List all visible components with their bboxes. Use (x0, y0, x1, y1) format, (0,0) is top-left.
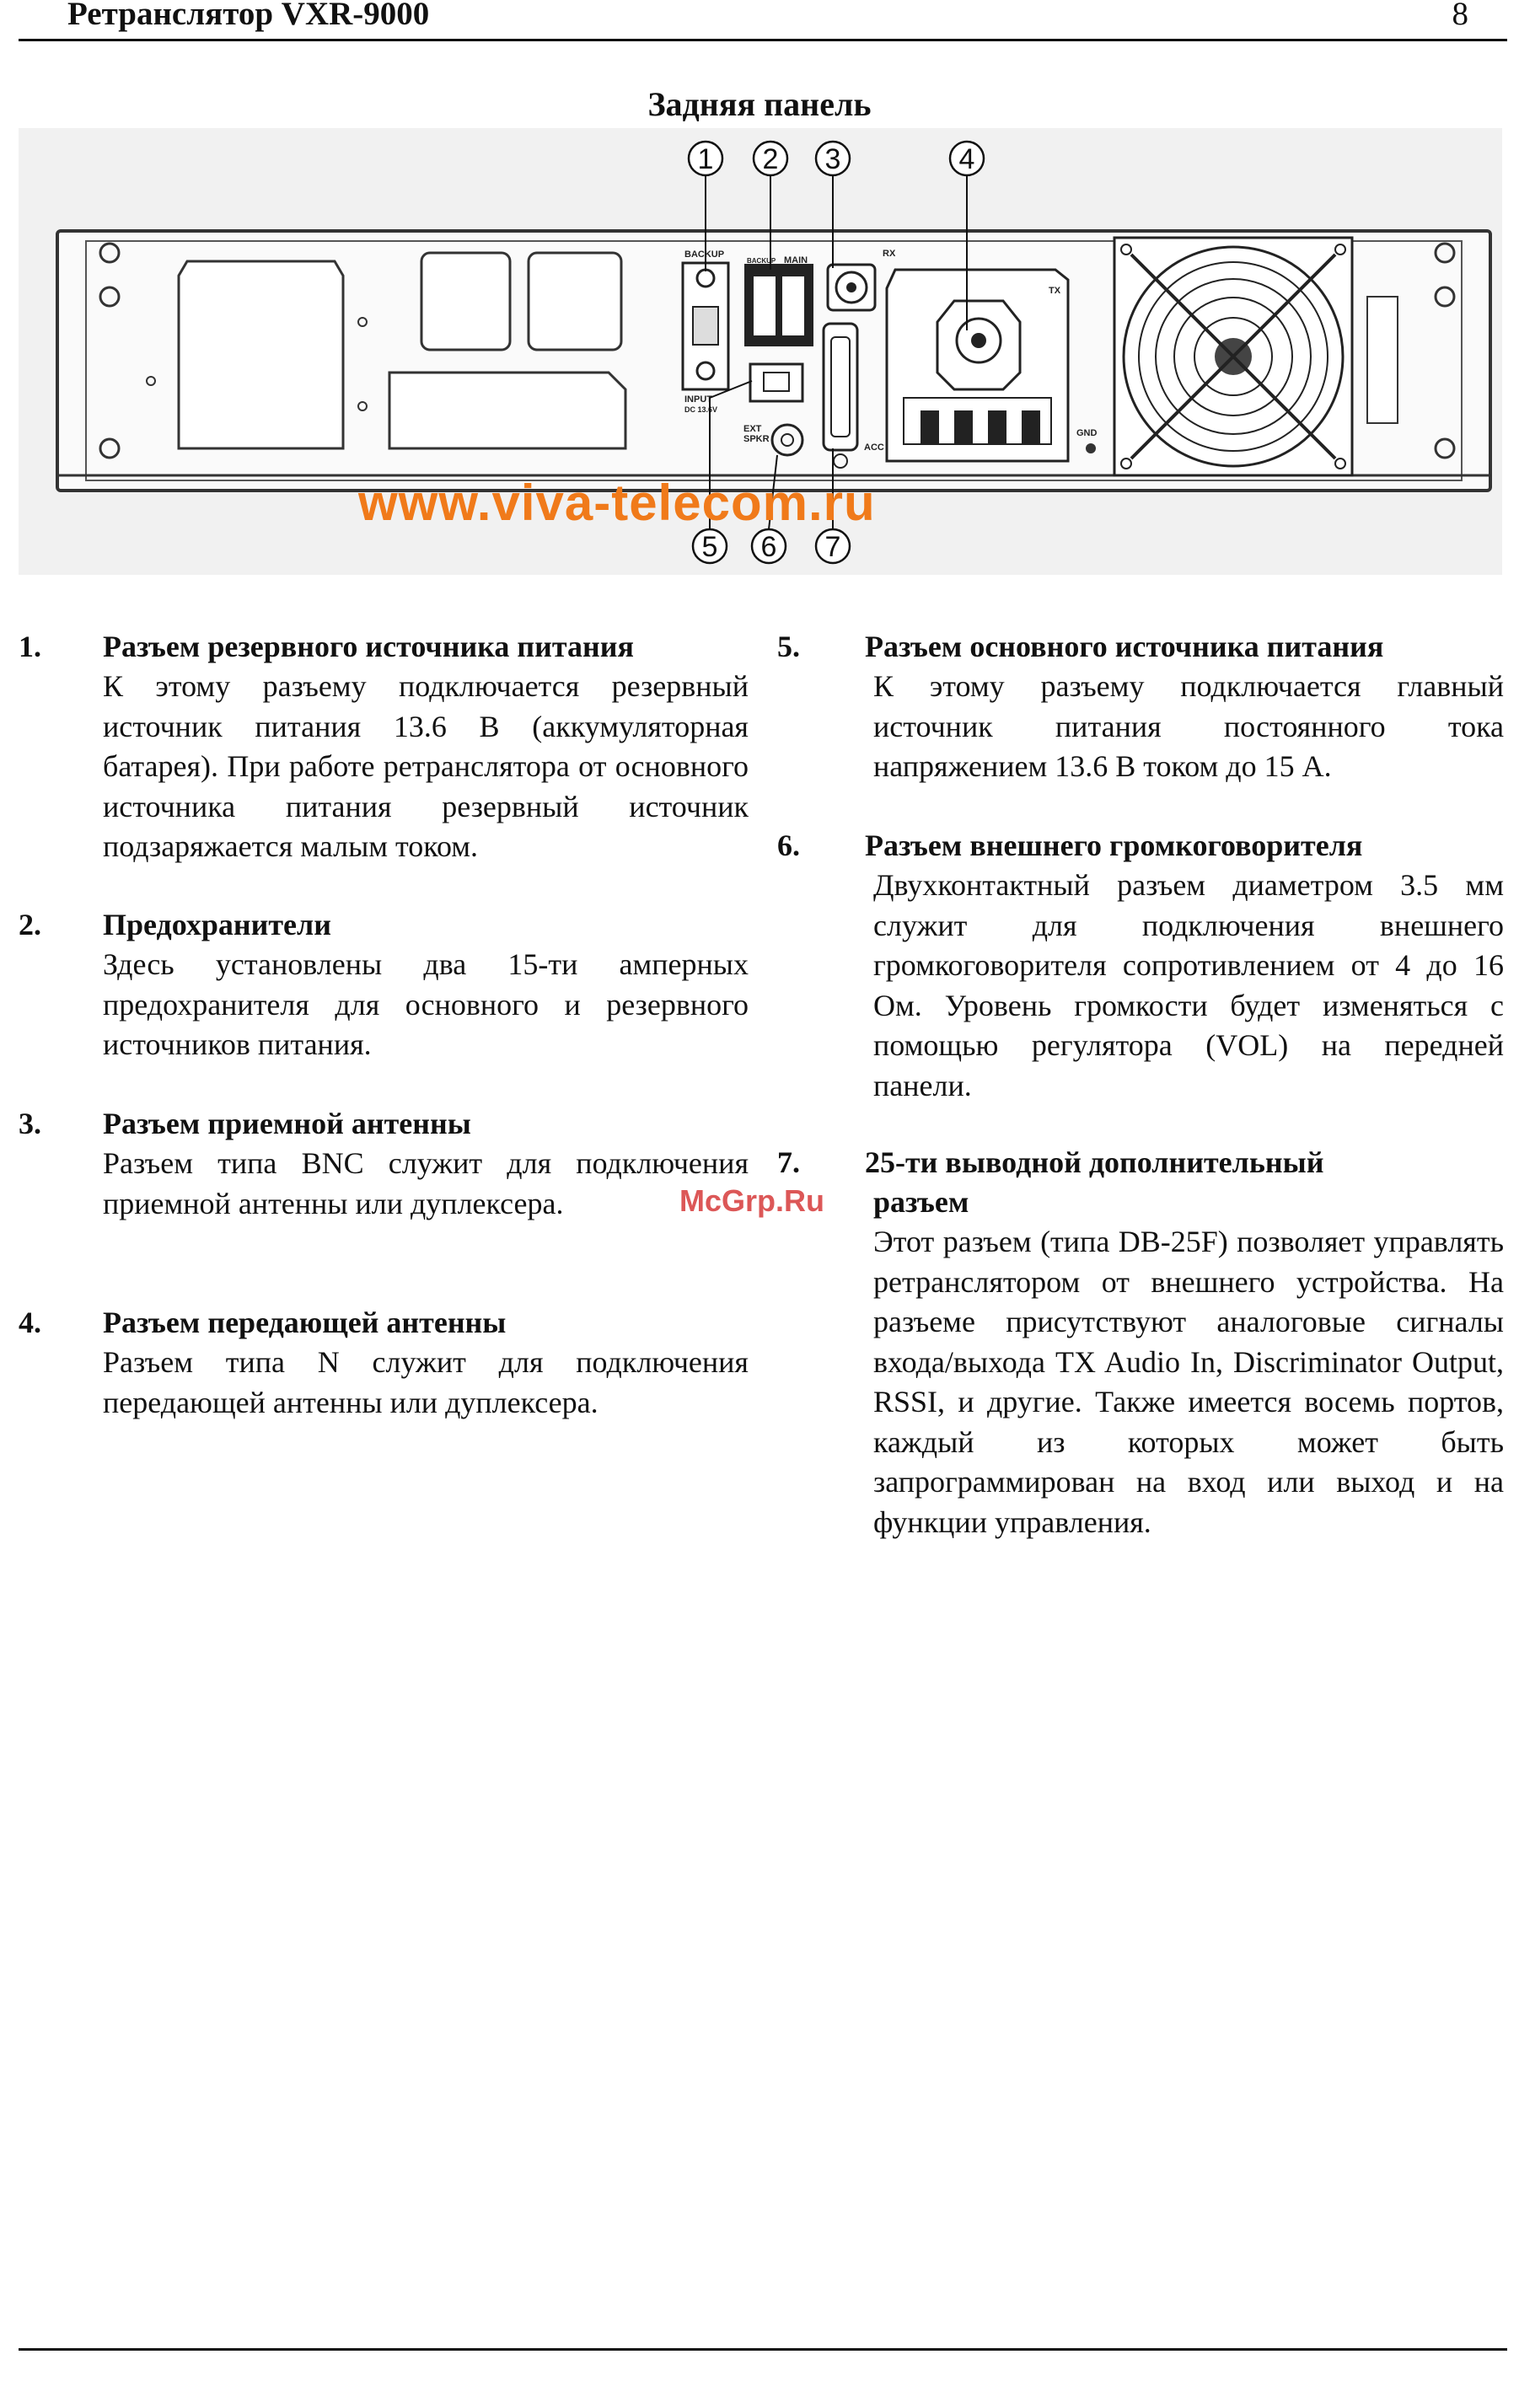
label-ext: EXT (743, 424, 762, 434)
label-main: MAIN (784, 255, 808, 265)
callout-5 (693, 529, 727, 563)
item-heading: 25-ти выводной дополнительный (865, 1145, 1324, 1179)
label-spkr: SPKR (743, 434, 770, 444)
item-number: 1. (19, 630, 41, 663)
item-number: 3. (19, 1107, 41, 1140)
item-heading: Разъем резервного источника питания (103, 630, 634, 663)
item-5 (777, 627, 1504, 783)
item-number: 7. (777, 1145, 800, 1179)
label-gnd: GND (1076, 428, 1098, 438)
item-3 (19, 1104, 749, 1231)
item-number: 6. (777, 829, 800, 862)
watermark-mcgrp: McGrp.Ru (679, 1183, 825, 1218)
item-heading: Разъем основного источника питания (865, 630, 1384, 663)
label-input: INPUT (684, 394, 712, 405)
label-acc: ACC (864, 442, 884, 453)
page-header (19, 0, 1507, 41)
document-title: Ретранслятор VXR-9000 (67, 0, 430, 32)
svg-text:3: 3 (824, 143, 841, 175)
item-heading-continued: разъем (873, 1185, 969, 1219)
label-backup-small: BACKUP (747, 257, 776, 265)
svg-text:5: 5 (701, 531, 718, 563)
item-heading: Разъем приемной антенны (103, 1107, 471, 1140)
section-title: Задняя панель (647, 85, 872, 123)
item-number: 2. (19, 908, 41, 941)
svg-text:1: 1 (697, 143, 714, 175)
svg-text:7: 7 (824, 531, 841, 563)
item-body: Двухконтактный разъем диаметром 3.5 мм служит для подключения внешнего громкоговорителя сопротивлением от 4 до 16 Ом. Уровень громкости будет изменяться с помощью регулятора (VOL) на передней панели. (873, 868, 1504, 1102)
item-body: Здесь установлены два 15-ти амперных предохранителя для основного и резервного источников питания. (103, 947, 749, 1061)
callout-3 (816, 142, 850, 175)
item-heading: Предохранители (103, 908, 331, 941)
label-backup: BACKUP (684, 249, 725, 260)
item-body: К этому разъему подключается главный источник питания постоянного тока напряжением 13.6 В током до 15 А. (873, 669, 1504, 783)
callout-2 (754, 142, 787, 175)
item-7 (777, 1143, 1504, 1598)
callout-7 (816, 529, 850, 563)
footer-rule (19, 2348, 1507, 2351)
callout-6 (752, 529, 786, 563)
callout-1 (689, 142, 722, 175)
callout-4 (950, 142, 984, 175)
item-1 (19, 627, 749, 880)
watermark-site: www.viva-telecom.ru (358, 475, 876, 531)
item-body: Этот разъем (типа DB-25F) позволяет управлять ретранслятором от внешнего устройства. На разъеме присутствуют аналоговые сигналы входа/выхода TX Audio In, Discriminator Output, RSSI, и другие. Также имеется восемь портов, каждый из которых может быть запрограммирован на вход или выход и на функции управления. (873, 1225, 1504, 1539)
item-body: Разъем типа N служит для подключения передающей антенны или дуплексера. (103, 1345, 749, 1419)
item-number: 4. (19, 1306, 41, 1339)
item-4 (19, 1303, 749, 1419)
item-2 (19, 905, 749, 1061)
label-tx: TX (1049, 286, 1061, 296)
item-heading: Разъем передающей антенны (103, 1306, 507, 1339)
item-6 (777, 826, 1504, 1102)
page-number: 8 (1452, 0, 1468, 32)
item-heading: Разъем внешнего громкоговорителя (865, 829, 1363, 862)
item-body: Разъем типа BNC служит для подключения приемной антенны или дуплексера. (103, 1146, 749, 1220)
item-number: 5. (777, 630, 800, 663)
label-rx: RX (883, 249, 896, 259)
svg-text:6: 6 (760, 531, 777, 563)
item-body: К этому разъему подключается резервный источник питания 13.6 В (аккумуляторная батарея). При работе ретранслятора от основного источника питания резервный источник подзаряжается малым током. (103, 669, 749, 863)
svg-text:2: 2 (762, 143, 779, 175)
label-dc: DC 13.6V (684, 405, 718, 414)
svg-text:4: 4 (958, 143, 975, 175)
